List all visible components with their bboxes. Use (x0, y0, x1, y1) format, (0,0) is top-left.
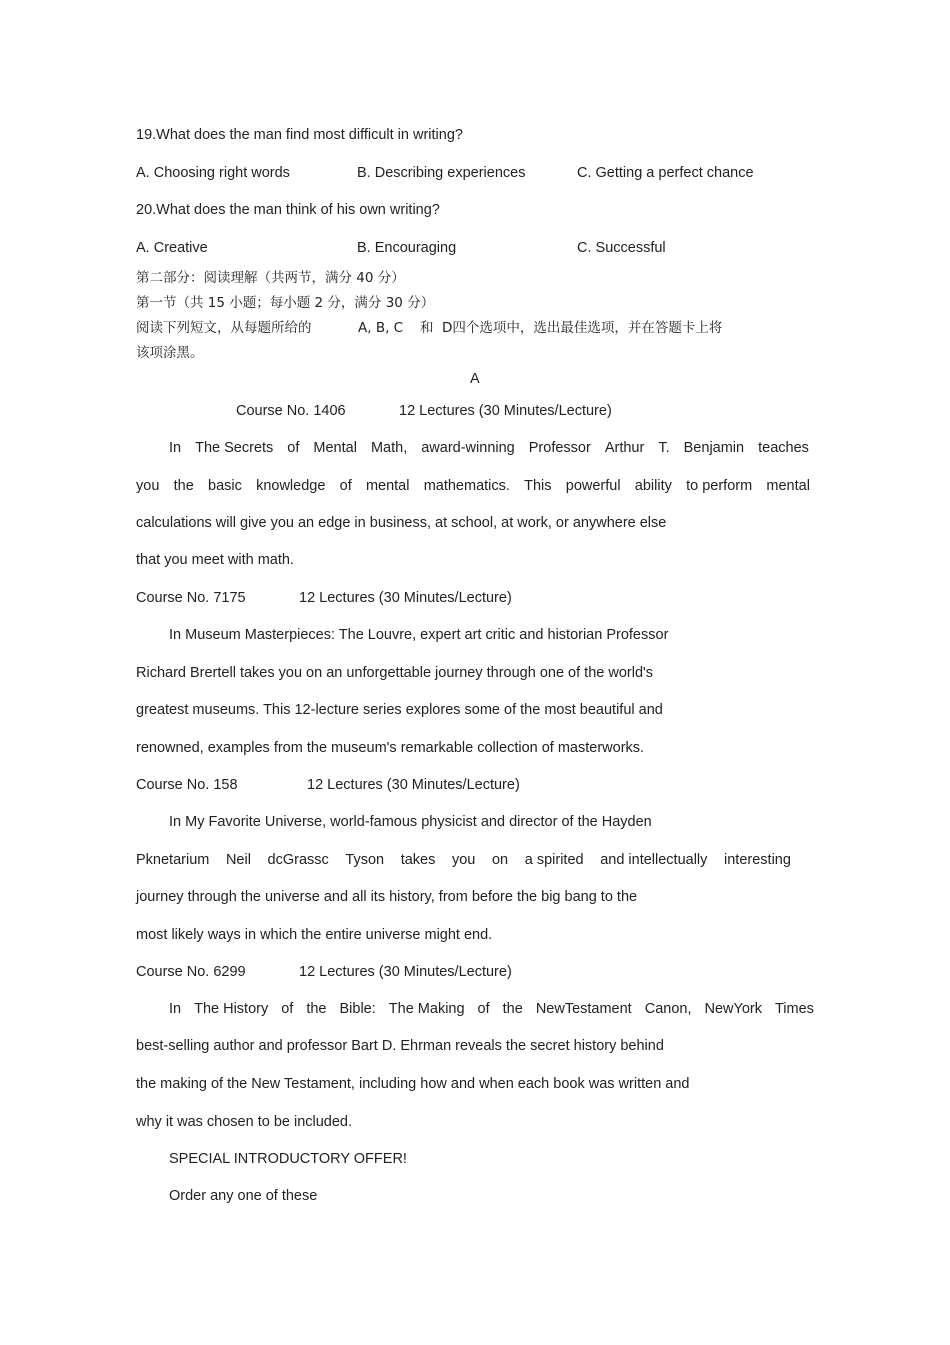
word: on (491, 852, 509, 868)
instruction-line-1b: A, B, C (358, 320, 404, 336)
word: of (339, 478, 352, 494)
word: Mental (313, 440, 357, 456)
word: NewTestament (535, 1001, 632, 1017)
word: Math, (370, 440, 408, 456)
course-text-line: journey through the universe and all its history, from before the big bang to the (136, 889, 638, 905)
word: the (502, 1001, 523, 1017)
word: takes (400, 852, 436, 868)
course-lectures: 12 Lectures (30 Minutes/Lecture) (299, 590, 512, 606)
word: of (281, 1001, 294, 1017)
course-number: Course No. 1406 (236, 403, 346, 419)
word: mental (365, 478, 410, 494)
course-text-line: calculations will give you an edge in business, at school, at work, or anywhere else (136, 515, 667, 531)
word: mathematics. (423, 478, 510, 494)
word: This (524, 478, 552, 494)
section-heading: 第一节（共 15 小题；每小题 2 分，满分 30 分） (136, 295, 435, 311)
word: Pknetarium (136, 852, 210, 868)
word: Canon, (644, 1001, 692, 1017)
word: The Secrets (195, 440, 274, 456)
part-heading: 第二部分：阅读理解（共两节，满分 40 分） (136, 270, 405, 286)
question-20: 20.What does the man think of his own writing? (136, 202, 440, 218)
word: teaches (758, 440, 809, 456)
word: and intellectually (600, 852, 708, 868)
course-text-line: greatest museums. This 12-lecture series explores some of the most beautiful and (136, 702, 663, 718)
word: The Making (388, 1001, 465, 1017)
word: dcGrassc (267, 852, 329, 868)
course-number: Course No. 158 (136, 777, 238, 793)
offer-title: SPECIAL INTRODUCTORY OFFER! (169, 1151, 407, 1167)
q20-option-a: A. Creative (136, 240, 208, 256)
q19-option-a: A. Choosing right words (136, 165, 290, 181)
word: NewYork (704, 1001, 762, 1017)
word: of (477, 1001, 490, 1017)
course-text-line (136, 851, 791, 869)
instruction-line-1c: 和 (420, 320, 434, 336)
passage-label: A (470, 371, 480, 387)
word: the (173, 478, 194, 494)
word: Bible: (339, 1001, 376, 1017)
course-lectures: 12 Lectures (30 Minutes/Lecture) (307, 777, 520, 793)
word: basic (208, 478, 242, 494)
word: Professor (528, 440, 591, 456)
question-19: 19.What does the man find most difficult in writing? (136, 127, 463, 143)
word: The History (194, 1001, 269, 1017)
word: powerful (565, 478, 621, 494)
course-text-line: why it was chosen to be included. (136, 1114, 353, 1130)
word: mental (766, 478, 810, 494)
word: Neil (225, 852, 251, 868)
word: Times (774, 1001, 814, 1017)
word: T. (658, 440, 670, 456)
course-number: Course No. 6299 (136, 964, 246, 980)
offer-text: Order any one of these (169, 1188, 318, 1204)
course-text-line: most likely ways in which the entire universe might end. (136, 927, 493, 943)
word: ability (634, 478, 672, 494)
course-lectures: 12 Lectures (30 Minutes/Lecture) (299, 964, 512, 980)
word: Arthur (604, 440, 645, 456)
course-text-line: Richard Brertell takes you on an unforgettable journey through one of the world's (136, 665, 654, 681)
course-text-line: best-selling author and professor Bart D. Ehrman reveals the secret history behind (136, 1038, 664, 1054)
course-text-line (136, 477, 810, 495)
course-number: Course No. 7175 (136, 590, 246, 606)
course-text-line: that you meet with math. (136, 552, 294, 568)
course-text-line (169, 439, 809, 457)
instruction-line-1d: D四个选项中，选出最佳选项，并在答题卡上将 (442, 320, 723, 336)
course-lectures: 12 Lectures (30 Minutes/Lecture) (399, 403, 612, 419)
instruction-line-2: 该项涂黑。 (136, 345, 204, 361)
course-text-line (169, 1000, 814, 1018)
q20-option-b: B. Encouraging (357, 240, 457, 256)
word: of (287, 440, 300, 456)
q20-option-c: C. Successful (577, 240, 666, 256)
word: knowledge (256, 478, 326, 494)
word: to perform (686, 478, 753, 494)
course-text-line: In My Favorite Universe, world-famous physicist and director of the Hayden (169, 814, 652, 830)
word: Tyson (345, 852, 385, 868)
word: In (169, 440, 182, 456)
q19-option-b: B. Describing experiences (357, 165, 526, 181)
word: a spirited (524, 852, 584, 868)
q19-option-c: C. Getting a perfect chance (577, 165, 754, 181)
word: In (169, 1001, 182, 1017)
word: award-winning (421, 440, 515, 456)
course-text-line: the making of the New Testament, including how and when each book was written and (136, 1076, 690, 1092)
instruction-line-1a: 阅读下列短文，从每题所给的 (136, 320, 312, 336)
word: the (306, 1001, 327, 1017)
course-text-line: In Museum Masterpieces: The Louvre, expert art critic and historian Professor (169, 627, 669, 643)
word: Benjamin (683, 440, 745, 456)
word: interesting (724, 852, 791, 868)
word: you (451, 852, 476, 868)
word: you (136, 478, 160, 494)
course-text-line: renowned, examples from the museum's remarkable collection of masterworks. (136, 740, 645, 756)
